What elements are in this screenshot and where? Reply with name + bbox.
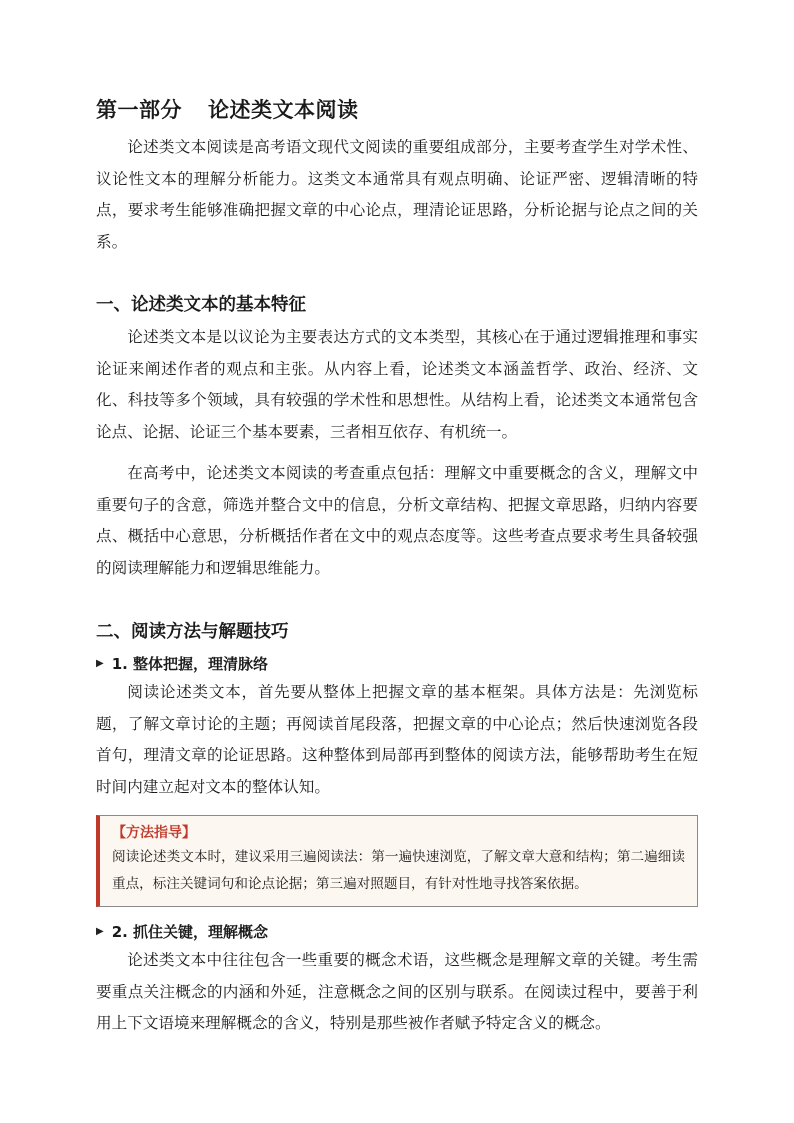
method-tip-box xyxy=(96,815,698,907)
section-1-paragraph-2: 在高考中，论述类文本阅读的考查重点包括：理解文中重要概念的含义，理解文中重要句子的含意，筛选并整合文中的信息，分析文章结构、把握文章思路，归纳内容要点、概括中心意思，分析概括作者在文中的观点态度等。这些考查点要求考生具备较强的阅读理解能力和逻辑思维能力。 xyxy=(96,464,698,577)
subsection-2-title xyxy=(96,919,698,945)
intro-paragraph: 论述类文本阅读是高考语文现代文阅读的重要组成部分，主要考查学生对学术性、议论性文本的理解分析能力。这类文本通常具有观点明确、论证严密、逻辑清晰的特点，要求考生能够准确把握文章的中心论点，理清论证思路，分析论据与论点之间的关系。 xyxy=(96,138,698,251)
document-page xyxy=(96,92,698,1040)
subsection-1-paragraph: 阅读论述类文本，首先要从整体上把握文章的基本框架。具体方法是：先浏览标题，了解文章讨论的主题；再阅读首尾段落，把握文章的中心论点；然后快速浏览各段首句，理清文章的论证思路。这种整体到局部再到整体的阅读方法，能够帮助考生在短时间内建立起对文本的整体认知。 xyxy=(96,683,698,796)
subsection-2-label: 2. 抓住关键，理解概念 xyxy=(111,923,269,941)
triangle-right-icon: ▶ xyxy=(96,658,104,669)
part-name: 论述类文本阅读 xyxy=(208,98,359,122)
section-1-title: 一、论述类文本的基本特征 xyxy=(96,295,306,315)
triangle-right-icon: ▶ xyxy=(96,926,104,937)
tip-text: 阅读论述类文本时，建议采用三遍阅读法：第一遍快速浏览，了解文章大意和结构；第二遍细读重点，标注关键词句和论点论据；第三遍对照题目，有针对性地寻找答案依据。 xyxy=(112,849,685,892)
tip-label: 【方法指导】 xyxy=(112,825,196,841)
section-2-title: 二、阅读方法与解题技巧 xyxy=(96,622,289,642)
section-1-paragraph-1: 论述类文本是以议论为主要表达方式的文本类型，其核心在于通过逻辑推理和事实论证来阐述作者的观点和主张。从内容上看，论述类文本涵盖哲学、政治、经济、文化、科技等多个领域，具有较强的学术性和思想性。从结构上看，论述类文本通常包含论点、论据、论证三个基本要素，三者相互依存、有机统一。 xyxy=(96,328,698,441)
subsection-2-paragraph: 论述类文本中往往包含一些重要的概念术语，这些概念是理解文章的关键。考生需要重点关注概念的内涵和外延，注意概念之间的区别与联系。在阅读过程中，要善于利用上下文语境来理解概念的含义，特别是那些被作者赋予特定含义的概念。 xyxy=(96,951,698,1032)
part-title xyxy=(96,92,698,128)
part-number: 第一部分 xyxy=(96,98,182,122)
subsection-1-title xyxy=(96,651,698,677)
subsection-1-label: 1. 整体把握，理清脉络 xyxy=(111,655,269,673)
